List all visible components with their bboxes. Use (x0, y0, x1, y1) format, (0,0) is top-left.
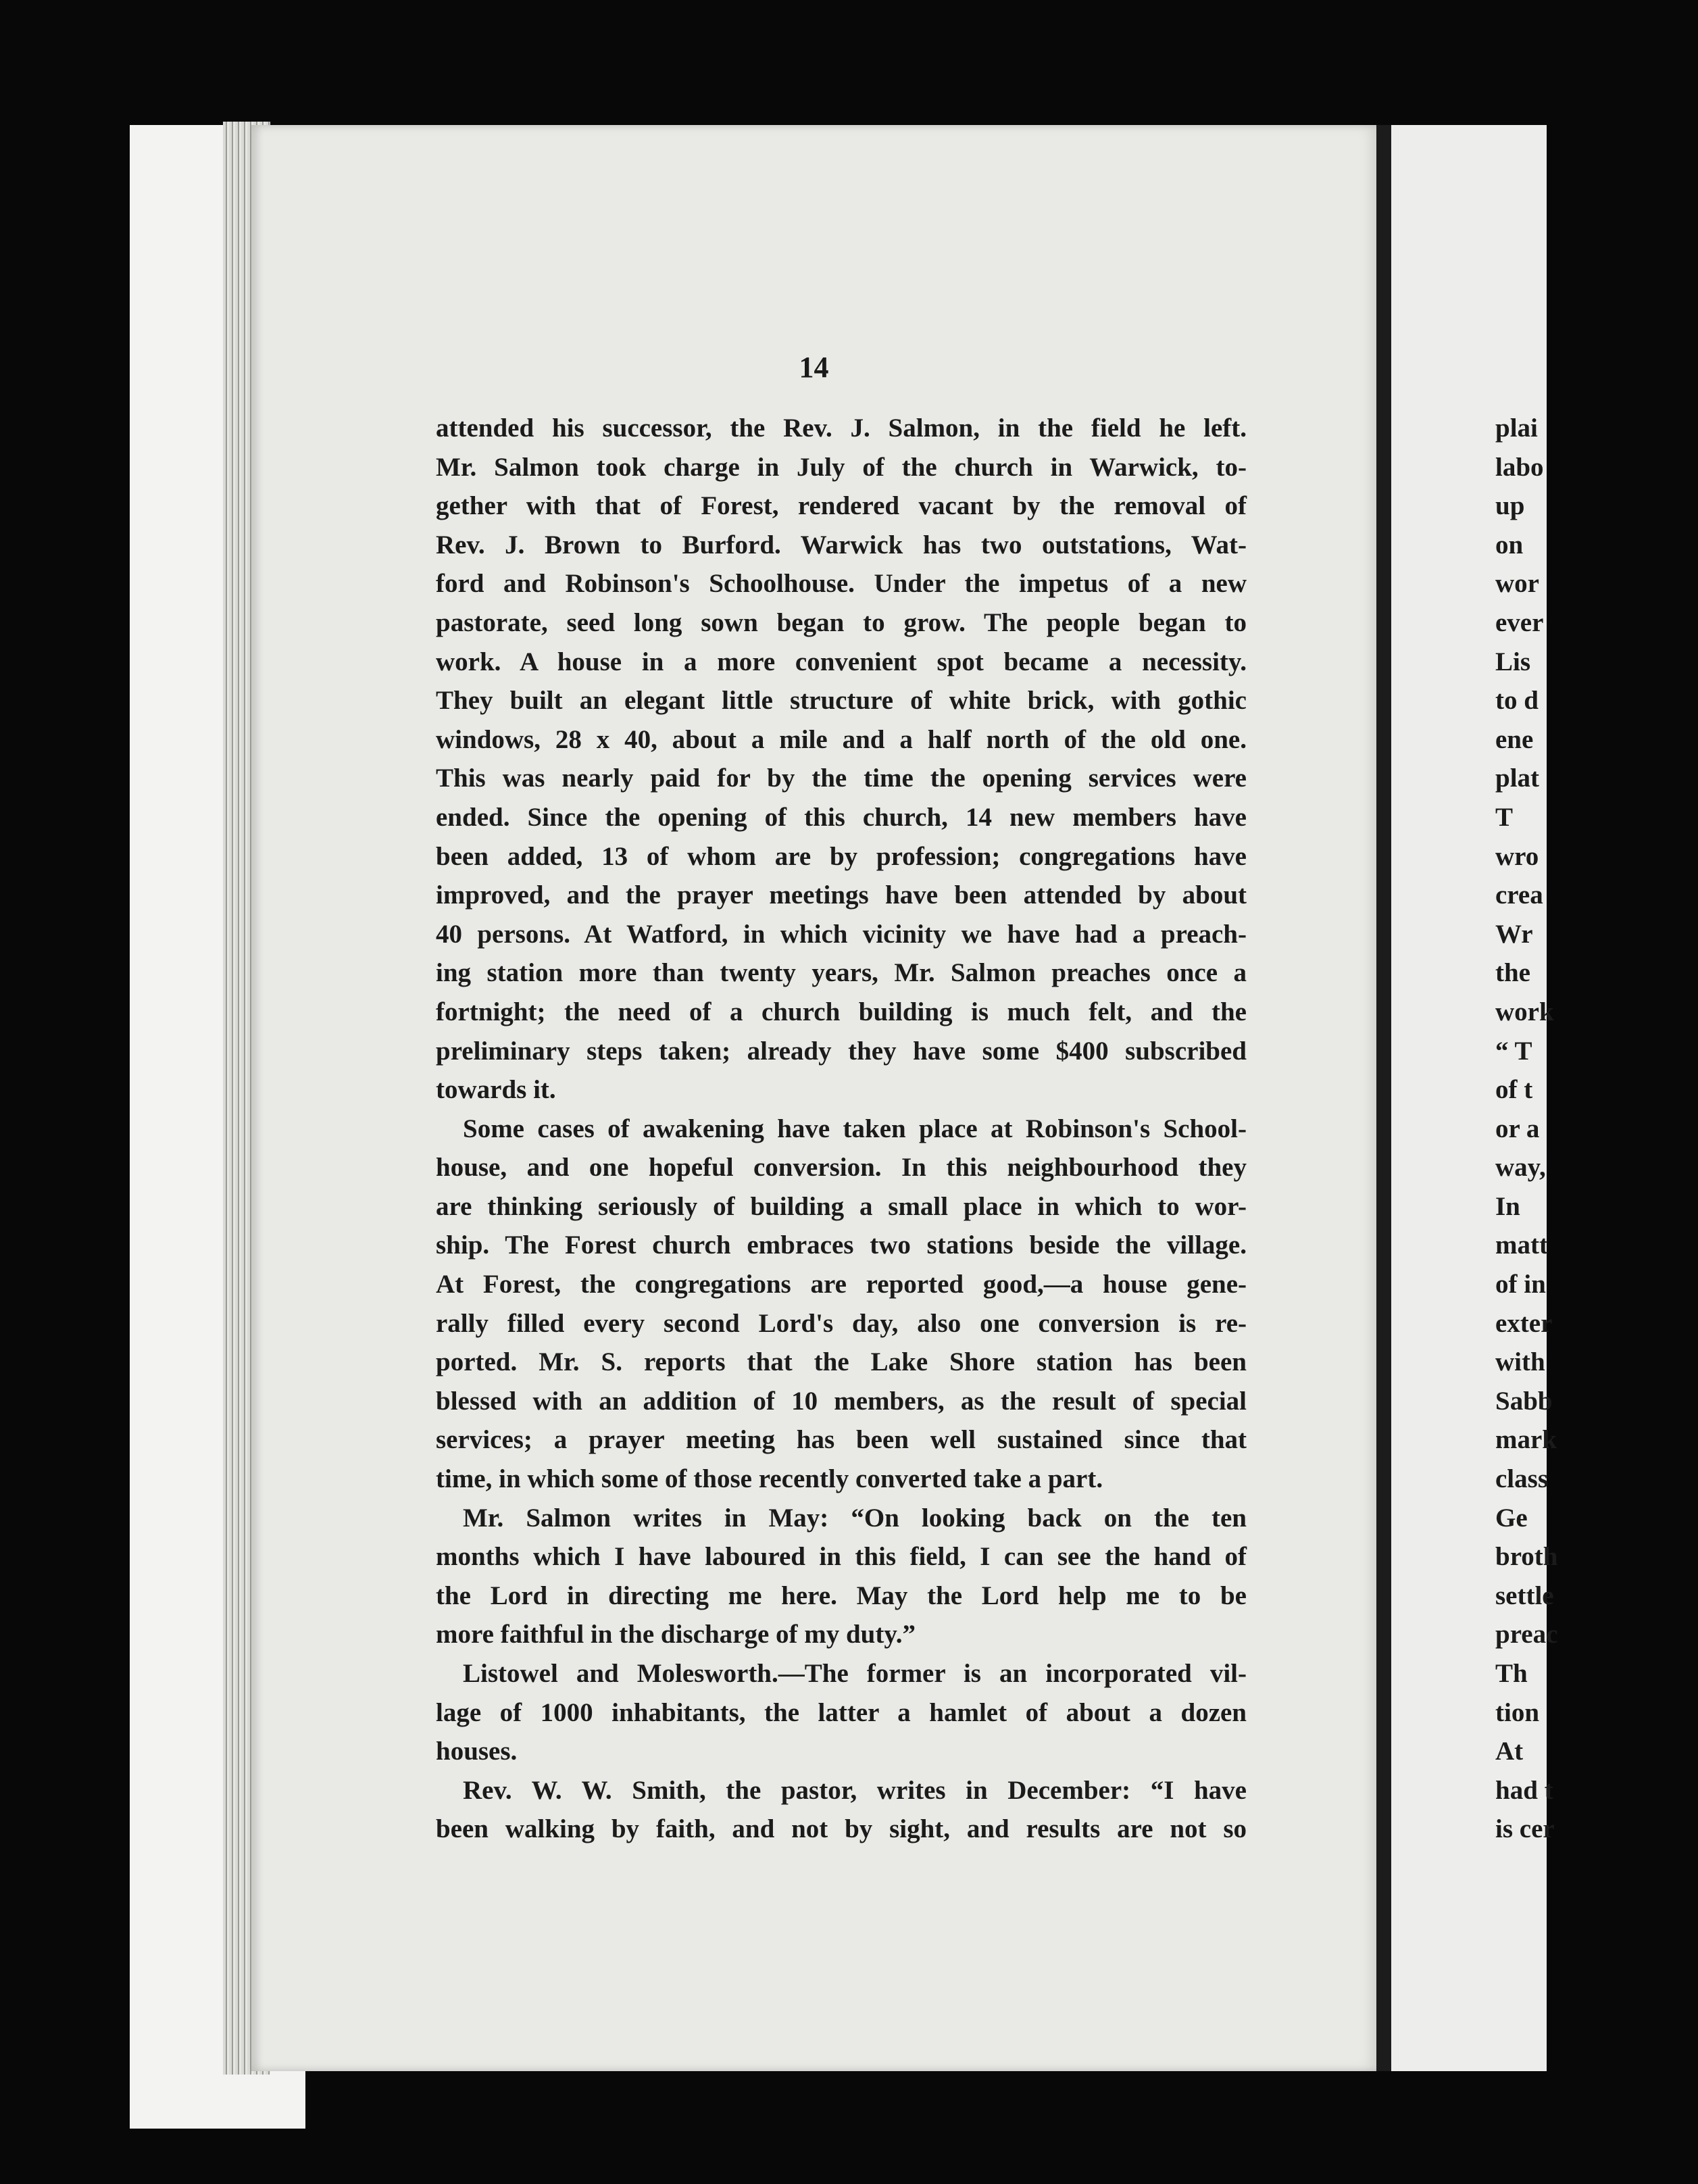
text-line: Some cases of awakening have taken place at Robinson's School- (463, 1114, 1247, 1143)
facing-line-fragment: broth (1495, 1542, 1558, 1572)
text-line: 40 persons. At Watford, in which vicinity we have had a preach- (436, 919, 1247, 949)
text-line: preliminary steps taken; already they have some $400 subscribed (436, 1036, 1247, 1066)
facing-line-fragment: crea (1495, 880, 1543, 910)
text-line: rally filled every second Lord's day, also one conversion is re- (436, 1308, 1247, 1338)
text-line: This was nearly paid for by the time the opening services were (436, 764, 1247, 793)
facing-line-fragment: on (1495, 530, 1524, 560)
facing-line-fragment: “ T (1495, 1036, 1532, 1066)
text-line: fortnight; the need of a church building is much felt, and the (436, 997, 1247, 1026)
text-line: Mr. Salmon writes in May: “On looking back on the ten (463, 1503, 1247, 1533)
text-line: the Lord in directing me here. May the Lord help me to be (436, 1581, 1247, 1610)
text-line: Listowel and Molesworth.—The former is an incorporated vil- (463, 1659, 1247, 1688)
text-line: months which I have laboured in this field, I can see the hand of (436, 1542, 1247, 1572)
facing-line-fragment: plat (1495, 764, 1540, 793)
facing-line-fragment: or a (1495, 1114, 1540, 1143)
facing-line-fragment: with (1495, 1347, 1545, 1377)
facing-line-fragment: way, (1495, 1153, 1546, 1183)
facing-line-fragment: settle (1495, 1581, 1554, 1610)
facing-line-fragment: to d (1495, 686, 1539, 716)
text-line: house, and one hopeful conversion. In this neighbourhood they (436, 1153, 1247, 1183)
facing-line-fragment: Lis (1495, 647, 1531, 676)
facing-page-text (1495, 409, 1698, 1849)
text-line: ported. Mr. S. reports that the Lake Shore station has been (436, 1347, 1247, 1377)
facing-line-fragment: is cer (1495, 1814, 1555, 1844)
facing-line-fragment: exter (1495, 1308, 1553, 1338)
facing-line-fragment: the (1495, 958, 1530, 988)
facing-line-fragment: In (1495, 1191, 1520, 1221)
facing-line-fragment: Ge (1495, 1503, 1528, 1533)
text-line: pastorate, seed long sown began to grow. The people began to (436, 607, 1247, 637)
facing-line-fragment: T (1495, 802, 1514, 832)
facing-line-fragment: wro (1495, 841, 1539, 871)
facing-line-fragment: wor (1495, 569, 1539, 599)
facing-line-fragment: had t (1495, 1775, 1553, 1805)
facing-line-fragment: tion (1495, 1697, 1540, 1727)
text-line: ing station more than twenty years, Mr. Salmon preaches once a (436, 958, 1247, 988)
text-line: houses. (436, 1737, 518, 1766)
text-line: been walking by faith, and not by sight, and results are not so (436, 1814, 1247, 1844)
text-line: time, in which some of those recently converted take a part. (436, 1464, 1103, 1494)
text-line: They built an elegant little structure of white brick, with gothic (436, 686, 1247, 716)
facing-line-fragment: At (1495, 1737, 1524, 1766)
facing-line-fragment: Th (1495, 1659, 1528, 1688)
text-line: Mr. Salmon took charge in July of the church in Warwick, to- (436, 452, 1247, 482)
facing-line-fragment: work (1495, 997, 1554, 1026)
facing-line-fragment: labo (1495, 452, 1544, 482)
text-line: services; a prayer meeting has been well sustained since that (436, 1425, 1247, 1455)
facing-line-fragment: up (1495, 491, 1525, 521)
text-line: been added, 13 of whom are by profession; congregations have (436, 841, 1247, 871)
text-line: windows, 28 x 40, about a mile and a half north of the old one. (436, 724, 1247, 754)
text-line: ended. Since the opening of this church, 14 new members have (436, 802, 1247, 832)
text-line: ford and Robinson's Schoolhouse. Under the impetus of a new (436, 569, 1247, 599)
text-line: attended his successor, the Rev. J. Salmon, in the field he left. (436, 414, 1247, 443)
facing-line-fragment: preac (1495, 1620, 1558, 1649)
text-line: lage of 1000 inhabitants, the latter a hamlet of about a dozen (436, 1697, 1247, 1727)
facing-line-fragment: mark (1495, 1425, 1557, 1455)
facing-line-fragment: of t (1495, 1075, 1533, 1105)
text-line: more faithful in the discharge of my duty.” (436, 1620, 916, 1649)
body-text (436, 409, 1247, 1849)
text-line: towards it. (436, 1075, 556, 1105)
text-line: At Forest, the congregations are reported good,—a house gene- (436, 1270, 1247, 1299)
text-line: work. A house in a more convenient spot became a necessity. (436, 647, 1247, 676)
book-gutter (1376, 125, 1391, 2071)
page-number: 14 (799, 351, 829, 384)
text-line: improved, and the prayer meetings have been attended by about (436, 880, 1247, 910)
facing-line-fragment: ever (1495, 607, 1544, 637)
text-line: ship. The Forest church embraces two stations beside the village. (436, 1231, 1247, 1260)
facing-line-fragment: plai (1495, 414, 1538, 443)
text-line: blessed with an addition of 10 members, as the result of special (436, 1386, 1247, 1416)
facing-line-fragment: Wr (1495, 919, 1533, 949)
facing-line-fragment: class (1495, 1464, 1548, 1494)
facing-line-fragment: ene (1495, 724, 1534, 754)
text-line: Rev. J. Brown to Burford. Warwick has two outstations, Wat- (436, 530, 1247, 560)
facing-line-fragment: Sabb (1495, 1386, 1553, 1416)
text-line: gether with that of Forest, rendered vacant by the removal of (436, 491, 1247, 521)
facing-line-fragment: of in (1495, 1270, 1546, 1299)
text-line: Rev. W. W. Smith, the pastor, writes in December: “I have (463, 1775, 1247, 1805)
facing-line-fragment: matt (1495, 1231, 1548, 1260)
text-line: are thinking seriously of building a small place in which to wor- (436, 1191, 1247, 1221)
